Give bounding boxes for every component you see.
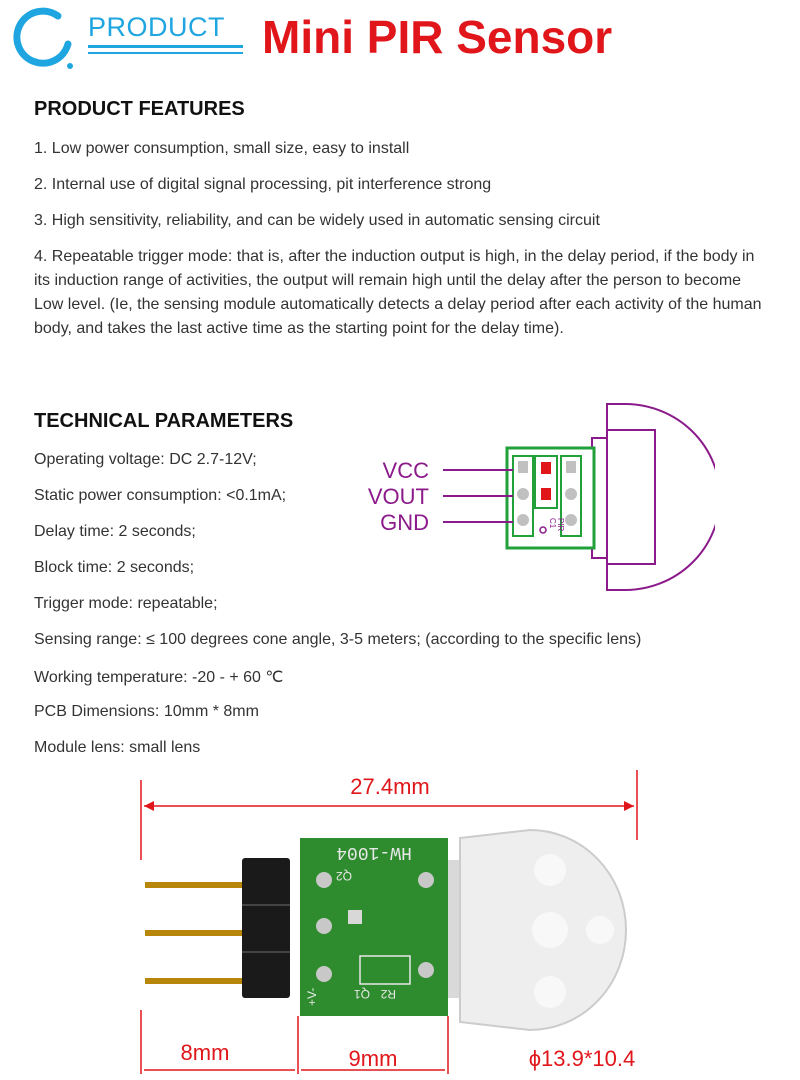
logo-ring-icon — [12, 4, 78, 70]
param-item: Working temperature: -20 - + 60 ℃ — [34, 669, 284, 686]
feature-item: 2. Internal use of digital signal processing, pit interference strong — [34, 176, 492, 193]
pad-square — [566, 461, 576, 473]
pin-header-block — [242, 858, 290, 998]
pinout-diagram — [355, 400, 715, 595]
board-label-pir: PIR — [556, 518, 565, 532]
header-pin — [145, 882, 255, 888]
technical-heading: TECHNICAL PARAMETERS — [34, 410, 294, 432]
lens-facet — [586, 916, 614, 944]
pad-round — [517, 514, 529, 526]
product-tag-underline-2 — [88, 52, 243, 54]
solder-pad — [418, 872, 434, 888]
board-label-c1: C1 — [548, 518, 557, 529]
pad-round — [517, 488, 529, 500]
param-item: Delay time: 2 seconds; — [34, 523, 196, 540]
product-tag-label: PRODUCT — [88, 12, 225, 42]
param-item: Block time: 2 seconds; — [34, 559, 195, 576]
silkscreen-r2: R2 — [380, 987, 396, 1001]
dim-label-lens: ϕ13.9*10.4 — [528, 1046, 636, 1071]
pad-red — [541, 488, 551, 500]
arrow-right-icon — [624, 801, 634, 811]
silkscreen-power: +V- — [305, 987, 319, 1006]
dim-label-board: 9mm — [348, 1046, 398, 1071]
param-item: Static power consumption: <0.1mA; — [34, 487, 287, 504]
pin-label-gnd: GND — [380, 510, 429, 535]
page-title: Mini PIR Sensor — [262, 11, 613, 63]
silkscreen-q1: Q1 — [353, 987, 370, 1001]
pad-round — [565, 488, 577, 500]
features-heading: PRODUCT FEATURES — [34, 98, 245, 120]
param-item: Operating voltage: DC 2.7-12V; — [34, 451, 257, 468]
param-item: Trigger mode: repeatable; — [34, 595, 218, 612]
param-item: Sensing range: ≤ 100 degrees cone angle, 3-5 meters; (according to the specific lens) — [34, 631, 642, 648]
arrow-left-icon — [144, 801, 154, 811]
lens-facet — [534, 854, 566, 886]
solder-pad — [418, 962, 434, 978]
pad-red — [541, 462, 551, 474]
param-item: Module lens: small lens — [34, 739, 201, 756]
product-tag — [88, 12, 243, 44]
solder-pad — [316, 966, 332, 982]
pin-label-vout: VOUT — [367, 484, 429, 509]
lens-facet — [532, 912, 568, 948]
header-pin — [145, 978, 255, 984]
pin-label-vcc: VCC — [382, 458, 429, 483]
lens-flange-outline — [607, 430, 655, 564]
board-silkscreen-model: HW-1004 — [336, 842, 412, 862]
smd-pad — [348, 910, 362, 924]
pad-square — [518, 461, 528, 473]
solder-pad — [316, 872, 332, 888]
lens-facet — [534, 976, 566, 1008]
dim-label-pins: 8mm — [180, 1040, 230, 1065]
pad-round — [565, 514, 577, 526]
dim-label-total: 27.4mm — [350, 774, 430, 799]
param-item: PCB Dimensions: 10mm * 8mm — [34, 703, 259, 720]
silkscreen-q2: Q2 — [335, 869, 352, 883]
feature-item: 4. Repeatable trigger mode: that is, after the induction output is high, in the delay period, if the body in its induction range of activities, the output will remain high until the delay after the person to become Low level. (Ie, the sensing module automatically detects a delay period after each activity of the human body, and takes the last active time as the starting point for the delay time). — [34, 248, 762, 337]
feature-item: 1. Low power consumption, small size, easy to install — [34, 140, 410, 157]
solder-pad — [316, 918, 332, 934]
feature-item: 3. High sensitivity, reliability, and can be widely used in automatic sensing circuit — [34, 212, 600, 229]
header-pin — [145, 930, 255, 936]
product-photo — [130, 770, 670, 1080]
product-tag-underline — [88, 45, 243, 48]
